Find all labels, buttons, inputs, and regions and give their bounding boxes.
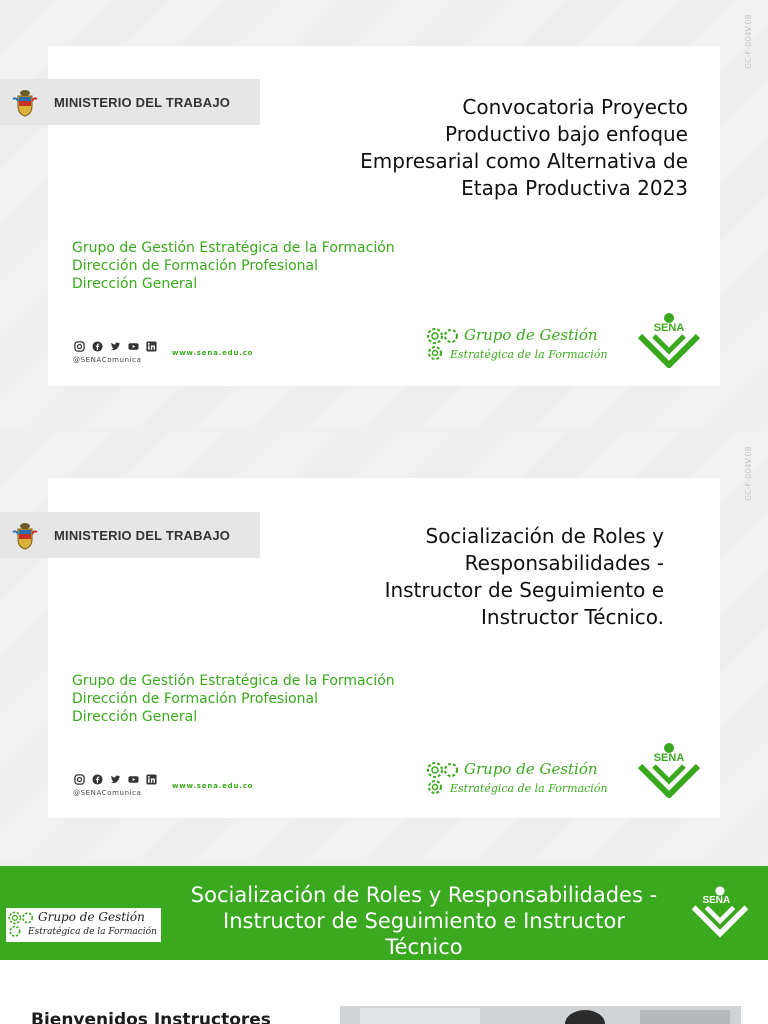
sena-logo-2 <box>636 742 702 798</box>
banner-title-line: Instructor de Seguimiento e Instructor <box>223 909 625 933</box>
coat-of-arms-icon <box>10 87 40 117</box>
ministry-banner-1 <box>0 79 260 125</box>
slide-2-org-lines <box>72 672 395 726</box>
welcome-heading: Bienvenidos Instructores <box>31 1010 271 1024</box>
social-icons-2 <box>74 774 157 785</box>
slide-1-title-line: Etapa Productiva 2023 <box>461 176 688 200</box>
group-logo-text <box>450 326 608 364</box>
banner-title-line: Técnico <box>385 935 463 959</box>
sena-logo-1 <box>636 312 702 368</box>
slide-2-title-line: Instructor de Seguimiento e <box>384 578 664 602</box>
doc-code-1: GC-F-004V.08 <box>744 14 753 70</box>
youtube-icon[interactable] <box>128 774 139 785</box>
org-line: Dirección de Formación Profesional <box>72 258 319 274</box>
group-logo-1 <box>424 326 608 364</box>
sena-logo-banner <box>690 884 750 938</box>
linkedin-icon[interactable] <box>146 774 157 785</box>
slide-1-title-line: Convocatoria Proyecto <box>462 95 688 119</box>
facebook-icon[interactable] <box>92 774 103 785</box>
sena-logo-label: SENA <box>653 322 685 334</box>
slide-2-title-line: Socialización de Roles y <box>425 524 664 548</box>
twitter-icon[interactable] <box>110 341 121 352</box>
sena-logo-label: SENA <box>702 894 731 906</box>
ministry-name: MINISTERIO DEL TRABAJO <box>54 527 231 543</box>
ministry-banner-2 <box>0 512 260 558</box>
facebook-icon[interactable] <box>92 341 103 352</box>
banner-title <box>134 882 714 960</box>
group-logo-line2: Estratégica de la Formación <box>450 782 608 795</box>
instagram-icon[interactable] <box>74 774 85 785</box>
org-line: Grupo de Gestión Estratégica de la Formación <box>72 240 395 256</box>
group-logo-line2: Estratégica de la Formación <box>28 927 157 937</box>
group-logo-line1: Grupo de Gestión <box>464 326 598 344</box>
slide-2-title-line: Responsabilidades - <box>464 551 664 575</box>
org-line: Dirección de Formación Profesional <box>72 691 319 707</box>
group-logo-line1: Grupo de Gestión <box>464 760 598 778</box>
linkedin-icon[interactable] <box>146 341 157 352</box>
website-link-1[interactable]: www.sena.edu.co <box>172 349 254 357</box>
slide-1-title <box>248 94 688 202</box>
group-logo-line1: Grupo de Gestión <box>38 910 145 924</box>
social-icons-1 <box>74 341 157 352</box>
twitter-icon[interactable] <box>110 774 121 785</box>
doc-code-2: GC-F-004V.08 <box>744 446 753 502</box>
group-logo-2 <box>424 760 608 798</box>
website-link-2[interactable]: www.sena.edu.co <box>172 782 254 790</box>
slide-1-title-line: Productivo bajo enfoque <box>445 122 688 146</box>
slide-1-title-line: Empresarial como Alternativa de <box>360 149 688 173</box>
org-line: Dirección General <box>72 276 198 292</box>
instructor-photo <box>340 1006 741 1024</box>
org-line: Grupo de Gestión Estratégica de la Formación <box>72 673 395 689</box>
slide-2-title-line: Instructor Técnico. <box>481 605 664 629</box>
sena-logo-label: SENA <box>653 752 685 764</box>
photo-illustration <box>340 1006 741 1024</box>
instagram-icon[interactable] <box>74 341 85 352</box>
org-line: Dirección General <box>72 709 198 725</box>
banner-title-line: Socialización de Roles y Responsabilidades - <box>190 883 658 907</box>
slide-1-org-lines <box>72 239 395 293</box>
group-logo-line2: Estratégica de la Formación <box>450 348 608 361</box>
social-handle-2: @SENAComunica <box>73 789 142 797</box>
group-logo-text <box>450 760 608 798</box>
social-handle-1: @SENAComunica <box>73 356 142 364</box>
coat-of-arms-icon <box>10 520 40 550</box>
youtube-icon[interactable] <box>128 341 139 352</box>
ministry-name: MINISTERIO DEL TRABAJO <box>54 94 231 110</box>
slide-2-title <box>244 523 664 631</box>
